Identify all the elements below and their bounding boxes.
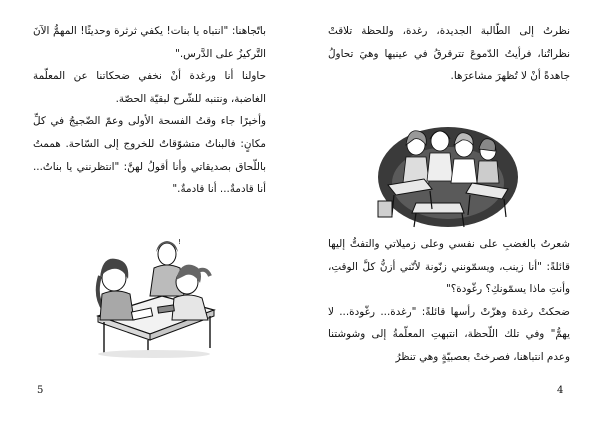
girls-whispering-illustration: [92, 236, 217, 358]
paragraph: باتّجاهنا: "انتباه يا بنات! يكفي ثرثرة وحديثًا! المهمُّ الآنَ التَّركيزُ على الدَّرس.": [33, 25, 266, 60]
paragraph: ضحكتْ رغدة وهزّتْ رأسها قائلةً: "رغدة... رغّودة... لا يهمُّ" وفي تلك اللّحظة، انتبهتِ المعلّمةُ إلى وشوشتنا وعدم انتباهنا، فصرختْ بعصبيّةٍ وهي تنظرُ: [328, 305, 570, 363]
right-page: [300, 0, 600, 431]
page-number: 4: [557, 385, 564, 396]
right-page-top-text: [328, 20, 570, 88]
page-number: 5: [37, 385, 44, 396]
paragraph: شعرتُ بالغضبِ على نفسي وعلى زميلاتي والتفتُّ إليها قائلةً: "أنا زينب، ويسمّونني زنّونة لأنّني أزنُّ كلَّ الوقتِ، وأنتِ ماذا يسمّونكِ؟ رغّودة؟": [328, 238, 570, 296]
paragraph: نظرتُ إلى الطّالبة الجديدة، رغدة، وللحظة تلاقتْ نظراتُنا، فرأيتُ الدّموعَ تترقرقُ في عينيها وهيَ تحاولُ جاهدةً أنْ لا تُظهرَ مشاعرَها.: [328, 25, 570, 83]
paragraph: حاولنا أنا ورغدة أنْ نخفي ضحكاتنا عن المعلّمة الغاضبة، ونتنبه للشّرح لبقيّة الحصّة.: [33, 70, 266, 105]
paragraph: وأخيرًا جاء وقتُ الفسحة الأولى وعمّ الضّجيجُ في كلِّ مكانٍ: فالبناتُ متشوّقاتٌ للخروج إلى السّاحة. هممتُ باللّحاق بصديقاتي وأنا أقولُ لهنَّ: "انتظرنني يا بناتُ... أنا قادمةٌ... أنا قادمةٌ.": [33, 115, 266, 196]
right-page-bottom-text: [328, 233, 570, 369]
classroom-illustration: [376, 123, 521, 229]
left-page-text: [33, 20, 266, 201]
svg-text:!: !: [178, 238, 181, 246]
